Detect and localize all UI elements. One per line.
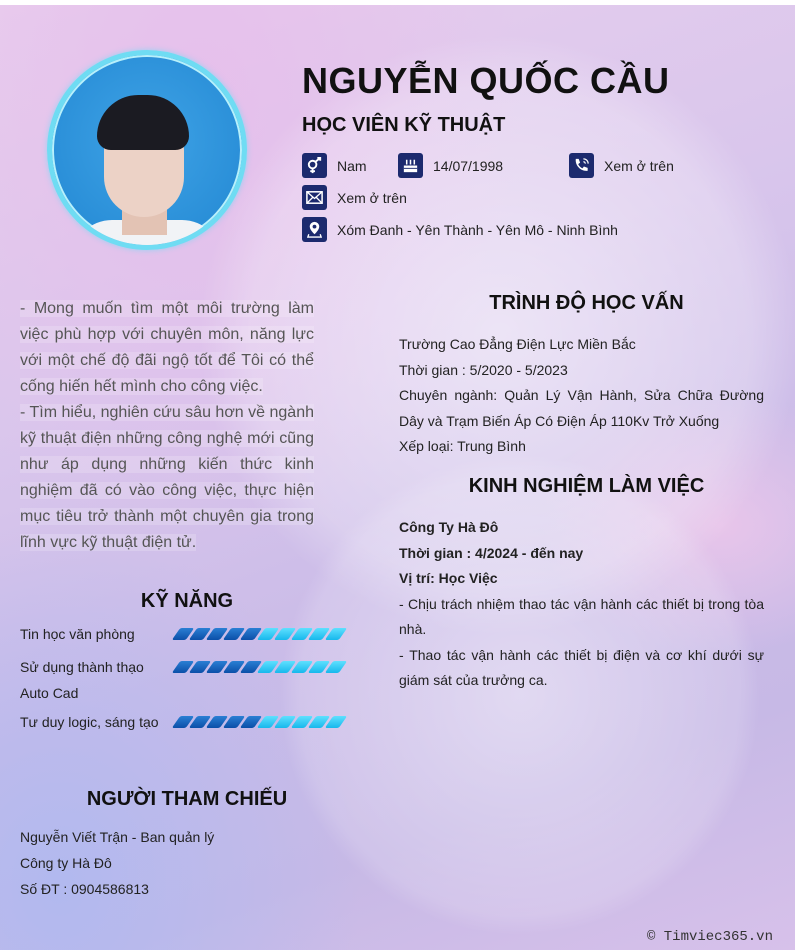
objective-paragraph: - Tìm hiểu, nghiên cứu sâu hơn về ngành kỹ thuật điện những công nghệ mới cũng như áp dụng những kiến thức kinh nghiệm đã có vào công việc, thực hiện mục tiêu trở thành một chuyên gia trong lĩnh vực kỹ thuật điện tử. xyxy=(20,404,314,551)
info-email xyxy=(302,185,407,210)
experience xyxy=(399,515,764,694)
experience-duty: - Chịu trách nhiệm thao tác vận hành các thiết bị trong tòa nhà. xyxy=(399,595,764,637)
location-pin-icon xyxy=(302,217,327,242)
education-time: Thời gian : 5/2020 - 5/2023 xyxy=(399,361,568,378)
experience-title: KINH NGHIỆM LÀM VIỆC xyxy=(468,475,705,497)
gender-icon xyxy=(302,153,327,178)
skill-label: Tư duy logic, sáng tạo xyxy=(20,714,159,730)
skill-level-bar xyxy=(176,716,343,728)
info-birthday xyxy=(398,153,503,178)
education-school: Trường Cao Đẳng Điện Lực Miền Bắc xyxy=(399,336,636,352)
skill-row xyxy=(20,709,350,735)
skill-level-bar xyxy=(176,661,343,673)
objective-paragraph: - Mong muốn tìm một môi trường làm việc phù hợp với chuyên môn, năng lực với một chế độ đãi ngộ tốt để Tôi có thể cống hiến hết mình cho công việc. xyxy=(20,300,314,395)
references-title: NGƯỜI THAM CHIẾU xyxy=(86,788,288,810)
experience-position: Vị trí: Học Việc xyxy=(399,570,498,586)
email-value: Xem ở trên xyxy=(337,189,407,206)
education-major: Chuyên ngành: Quản Lý Vận Hành, Sửa Chữa Đường Dây và Trạm Biến Áp Có Điện Áp 110Kv Trở Xuống xyxy=(399,387,764,429)
education-grade: Xếp loại: Trung Bình xyxy=(399,438,526,454)
skills-title: KỸ NĂNG xyxy=(140,590,234,612)
education xyxy=(399,332,764,460)
experience-company: Công Ty Hà Đô xyxy=(399,519,499,535)
avatar-hair xyxy=(97,95,189,150)
skill-label: Tin học văn phòng xyxy=(20,626,135,642)
reference-line: Số ĐT : 0904586813 xyxy=(20,881,149,897)
info-address xyxy=(302,217,618,242)
info-gender xyxy=(302,153,367,178)
info-phone xyxy=(569,153,674,178)
phone-value: Xem ở trên xyxy=(604,157,674,174)
skill-row xyxy=(20,654,350,706)
gender-value: Nam xyxy=(337,157,367,174)
email-icon xyxy=(302,185,327,210)
experience-duty: - Thao tác vận hành các thiết bị điện và cơ khí dưới sự giám sát của trưởng ca. xyxy=(399,646,764,688)
job-title: HỌC VIÊN KỸ THUẬT xyxy=(302,114,506,136)
copyright-footer: © Timviec365.vn xyxy=(646,929,773,945)
birthday-cake-icon xyxy=(398,153,423,178)
education-title: TRÌNH ĐỘ HỌC VẤN xyxy=(489,292,684,314)
avatar xyxy=(47,50,247,250)
career-objective xyxy=(20,296,314,556)
candidate-name: NGUYỄN QUỐC CẦU xyxy=(302,60,670,101)
experience-time: Thời gian : 4/2024 - đến nay xyxy=(399,544,584,561)
skill-label: Sử dụng thành thạo Auto Cad xyxy=(20,659,144,701)
cv-page xyxy=(0,5,795,950)
reference-line: Công ty Hà Đô xyxy=(20,855,112,871)
birthday-value: 14/07/1998 xyxy=(433,157,504,174)
reference-line: Nguyễn Viết Trận - Ban quản lý xyxy=(20,829,215,845)
references xyxy=(20,824,214,902)
phone-icon xyxy=(569,153,594,178)
skill-level-bar xyxy=(176,628,343,640)
address-value: Xóm Đanh - Yên Thành - Yên Mô - Ninh Bình xyxy=(337,221,618,238)
skill-row xyxy=(20,621,350,647)
